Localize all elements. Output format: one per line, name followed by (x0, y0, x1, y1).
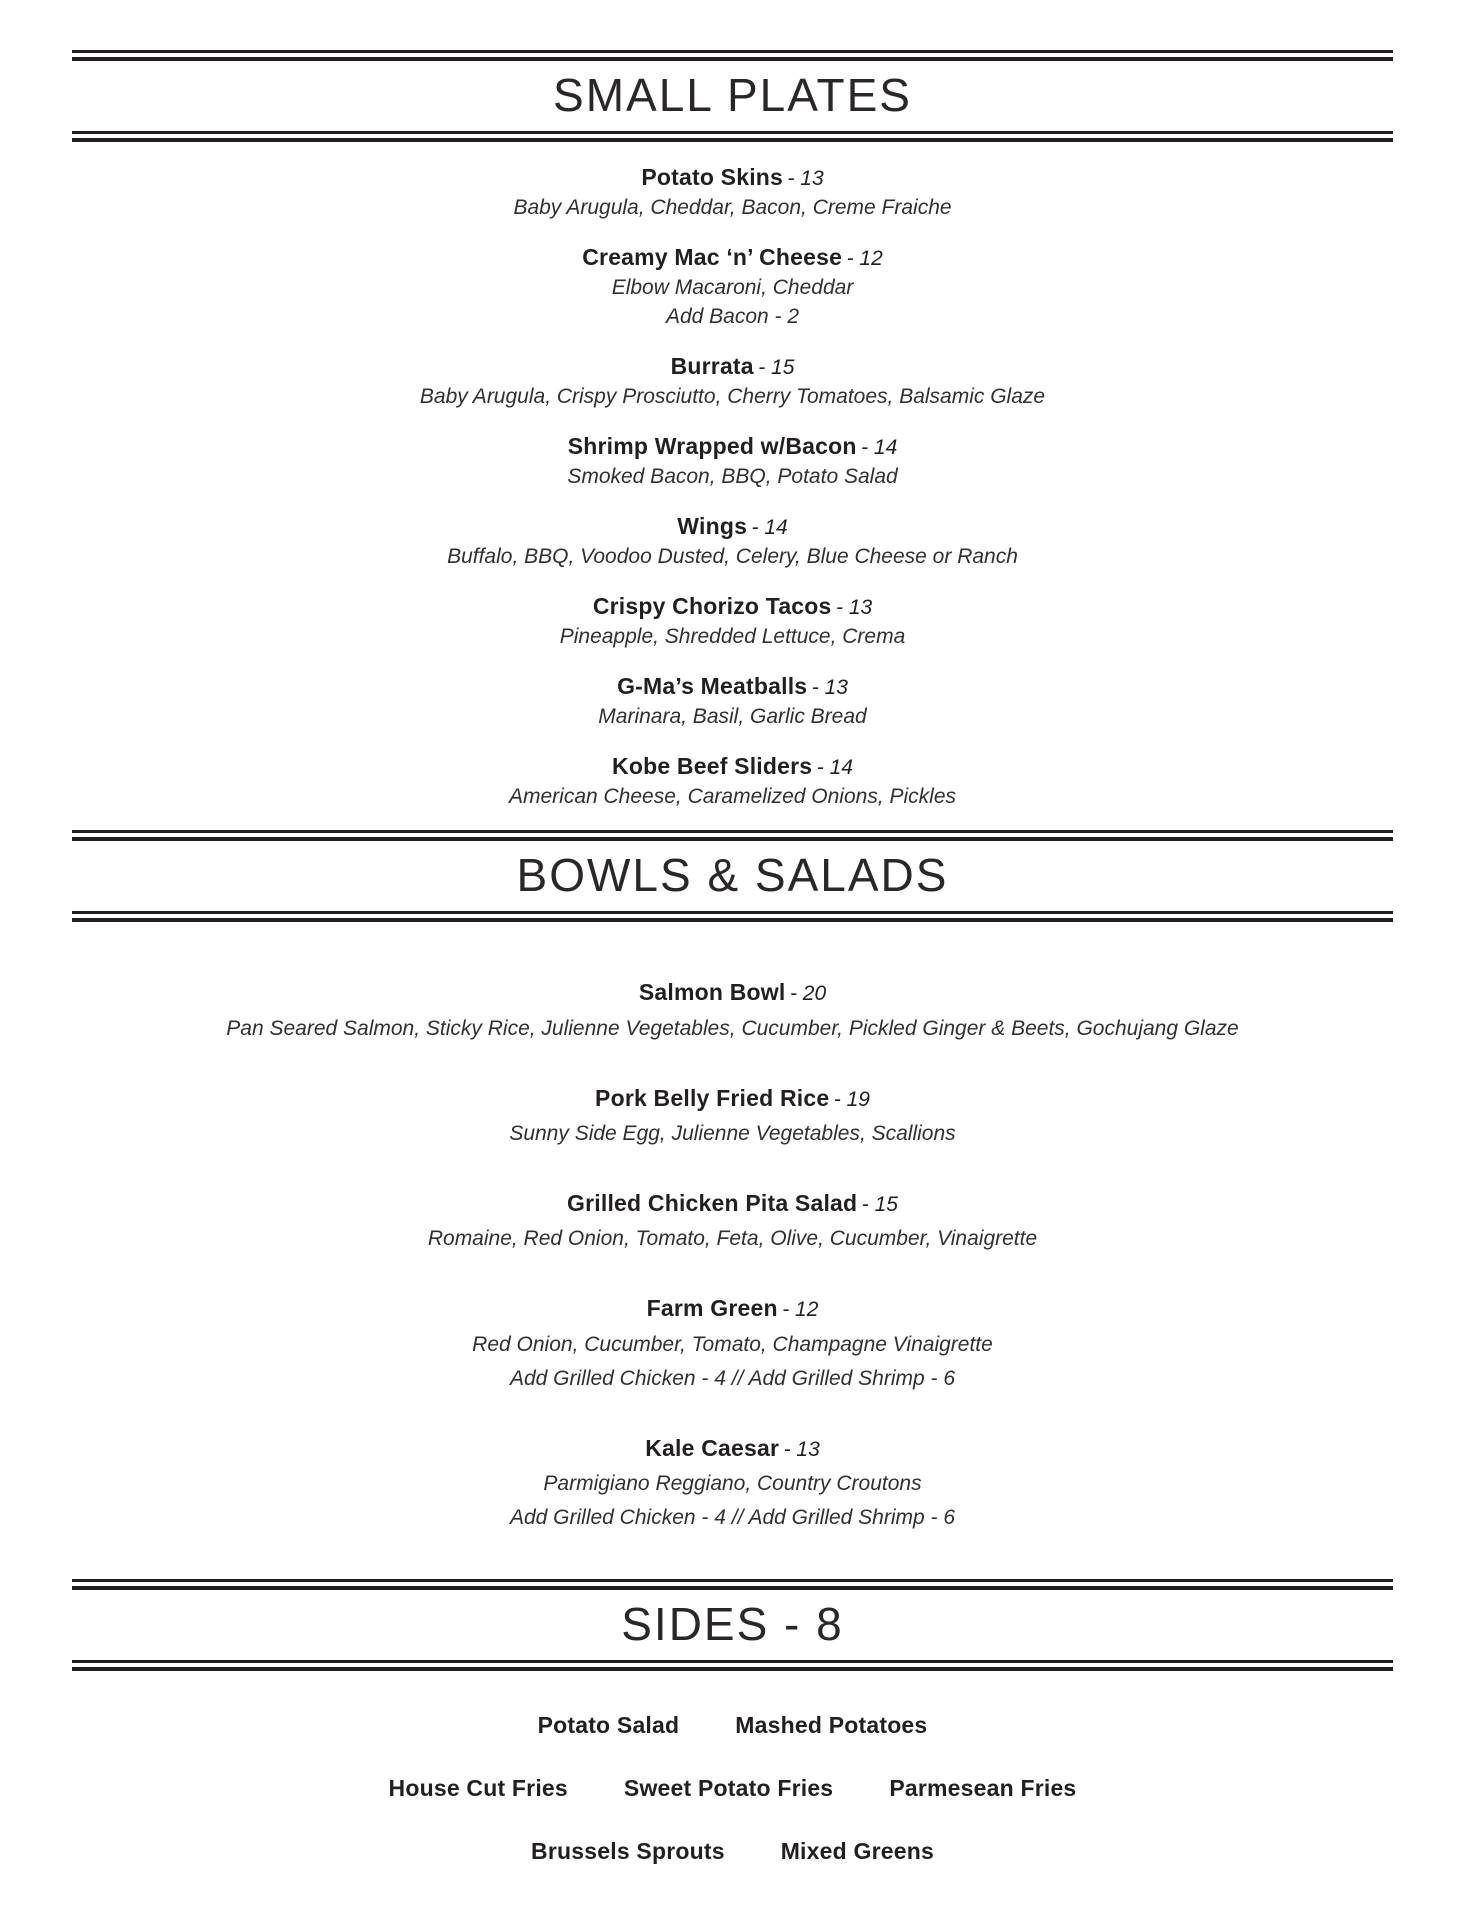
item-price: - 12 (846, 246, 883, 270)
item-description: Romaine, Red Onion, Tomato, Feta, Olive, Cucumber, Vinaigrette (427, 1227, 1038, 1251)
side-item: Parmesean Fries (889, 1775, 1077, 1802)
item-name: Grilled Chicken Pita Salad (567, 1190, 858, 1216)
item-description: Add Bacon - 2 (665, 304, 800, 328)
section-header-bowls-salads (72, 830, 1393, 922)
item-title-line (72, 431, 1393, 463)
item-title-line (72, 974, 1393, 1011)
item-description: Pineapple, Shredded Lettuce, Crema (559, 624, 906, 648)
section-title: SMALL PLATES (553, 69, 912, 121)
section-title: BOWLS & SALADS (516, 849, 949, 902)
double-rule (72, 830, 1393, 841)
double-rule (72, 131, 1393, 142)
item-title-line (72, 591, 1393, 623)
double-rule (72, 911, 1393, 922)
item-price: - 12 (782, 1298, 819, 1322)
menu-item (72, 1185, 1393, 1256)
section-small-plates (72, 50, 1393, 811)
item-name: Crispy Chorizo Tacos (592, 592, 832, 619)
menu-item (72, 351, 1393, 412)
item-price: - 20 (789, 982, 827, 1006)
sides-list (72, 1671, 1393, 1868)
menu-item (72, 1080, 1393, 1151)
item-name: Burrata (670, 352, 754, 379)
item-description: Buffalo, BBQ, Voodoo Dusted, Celery, Blue Cheese or Ranch (447, 544, 1018, 568)
item-title-line (72, 751, 1393, 783)
item-title-line (72, 351, 1393, 383)
menu-item (72, 162, 1393, 223)
side-item: Brussels Sprouts (531, 1838, 725, 1865)
item-name: Kale Caesar (645, 1434, 780, 1461)
item-title-line (72, 1185, 1393, 1222)
item-price: - 19 (833, 1087, 870, 1111)
item-description: Smoked Bacon, BBQ, Potato Salad (567, 464, 898, 488)
item-description: Add Grilled Chicken - 4 // Add Grilled Shrimp - 6 (509, 1505, 956, 1529)
item-description: Baby Arugula, Cheddar, Bacon, Creme Fraiche (513, 195, 952, 219)
item-name: Shrimp Wrapped w/Bacon (567, 432, 857, 459)
item-name: Potato Skins (641, 164, 784, 190)
menu-item (72, 431, 1393, 492)
item-price: - 15 (758, 355, 795, 379)
double-rule (72, 50, 1393, 61)
item-name: G-Ma’s Meatballs (617, 672, 808, 699)
item-price: - 13 (836, 595, 873, 619)
side-item: Potato Salad (537, 1711, 680, 1738)
item-description: Sunny Side Egg, Julienne Vegetables, Scallions (509, 1121, 956, 1145)
side-item: Sweet Potato Fries (623, 1775, 834, 1802)
item-description: Red Onion, Cucumber, Tomato, Champagne Vinaigrette (472, 1332, 993, 1356)
double-rule (72, 1579, 1393, 1590)
menu-item (72, 1290, 1393, 1395)
item-title-line (72, 1430, 1393, 1467)
menu-item (72, 751, 1393, 812)
item-price: - 14 (751, 515, 788, 539)
item-price: - 13 (787, 167, 824, 190)
menu-item (72, 671, 1393, 732)
item-name: Pork Belly Fried Rice (595, 1084, 830, 1111)
item-name: Kobe Beef Sliders (612, 752, 813, 779)
section-header-sides (72, 1579, 1393, 1671)
side-item: House Cut Fries (388, 1775, 568, 1802)
item-list (72, 922, 1393, 1534)
sides-row (72, 1835, 1393, 1867)
section-sides (72, 1579, 1393, 1868)
menu-item (72, 974, 1393, 1045)
item-title-line (72, 1080, 1393, 1117)
item-description: Parmigiano Reggiano, Country Croutons (543, 1471, 922, 1495)
sides-row (72, 1709, 1393, 1741)
side-item: Mashed Potatoes (735, 1711, 928, 1738)
item-name: Farm Green (646, 1295, 778, 1322)
item-description: Elbow Macaroni, Cheddar (611, 275, 854, 299)
item-title-line (72, 1290, 1393, 1327)
menu-item (72, 242, 1393, 332)
item-description: Add Grilled Chicken - 4 // Add Grilled Shrimp - 6 (509, 1366, 956, 1390)
item-title-line (72, 511, 1393, 543)
menu-item (72, 511, 1393, 572)
section-header-small-plates (72, 50, 1393, 142)
item-name: Creamy Mac ‘n’ Cheese (582, 243, 843, 270)
menu-item (72, 1430, 1393, 1535)
item-name: Salmon Bowl (638, 979, 786, 1006)
item-price: - 13 (811, 675, 848, 699)
item-title-line (72, 671, 1393, 703)
item-description: Baby Arugula, Crispy Prosciutto, Cherry Tomatoes, Balsamic Glaze (419, 384, 1046, 408)
item-title-line (72, 242, 1393, 274)
item-price: - 13 (783, 1437, 820, 1461)
item-name: Wings (677, 512, 748, 539)
item-description: Marinara, Basil, Garlic Bread (598, 704, 867, 728)
item-description: Pan Seared Salmon, Sticky Rice, Julienne Vegetables, Cucumber, Pickled Ginger & Beets, Gochujang Glaze (226, 1016, 1239, 1040)
item-title-line (72, 162, 1393, 194)
item-description: American Cheese, Caramelized Onions, Pickles (508, 784, 957, 808)
side-item: Mixed Greens (780, 1838, 934, 1865)
item-price: - 14 (816, 755, 853, 779)
double-rule (72, 1660, 1393, 1671)
section-bowls-salads (72, 830, 1393, 1534)
section-title: SIDES - 8 (621, 1597, 844, 1650)
menu-item (72, 591, 1393, 652)
item-price: - 15 (861, 1193, 898, 1216)
item-list (72, 142, 1393, 811)
sides-row (72, 1772, 1393, 1804)
item-price: - 14 (861, 435, 898, 459)
